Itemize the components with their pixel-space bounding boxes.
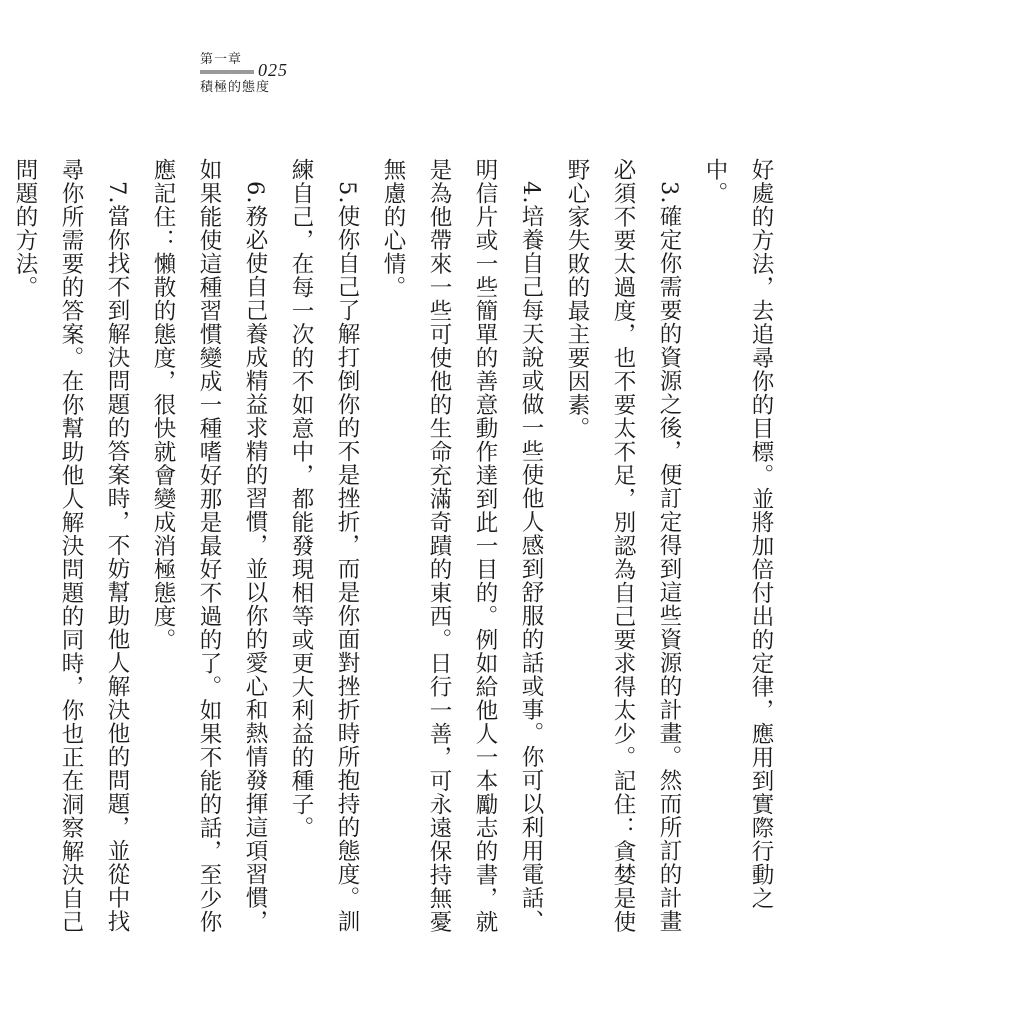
chapter-label: 第一章: [200, 52, 243, 67]
paragraph-item-8: [0, 158, 2, 938]
paragraph-item-5: 5.使你自己了解打倒你的不是挫折，而是你面對挫折時所抱持的態度。訓練自己，在每一次的不如意中，都能發現相等或更大利益的種子。: [288, 158, 360, 933]
paragraph-item-4: 4.培養自己每天說或做一些使他人感到舒服的話或事。你可以利用電話、明信片或一些簡單的善意動作達到此一目的。例如給他人一本勵志的書，就是為他帶來一些可使他的生命充滿奇蹟的東西。日行一善，可永遠保持無憂無慮的心情。: [380, 158, 544, 934]
running-header: [200, 52, 320, 102]
paragraph-item-3: 3.確定你需要的資源之後，便訂定得到這些資源的計畫。然而所訂的計畫必須不要太過度，也不要太不足，別認為自己要求得太少。記住：貪婪是使野心家失敗的最主要因素。: [564, 158, 682, 934]
page-number: 025: [258, 60, 288, 80]
paragraph-item-6: 6.務必使自己養成精益求精的習慣，並以你的愛心和熱情發揮這項習慣，如果能使這種習慣變成一種嗜好那是最好不過的了。如果不能的話，至少你應記住：懶散的態度，很快就會變成消極態度。: [150, 158, 268, 934]
vertical-body-text: [12, 158, 784, 938]
paragraph-continued: 好處的方法，去追尋你的目標。並將加倍付出的定律，應用到實際行動之中。: [702, 158, 774, 910]
paragraph-item-7: 7.當你找不到解決問題的答案時，不妨幫助他人解決他的問題，並從中找尋你所需要的答案。在你幫助他人解決問題的同時，你也正在洞察解決自己問題的方法。: [12, 158, 130, 934]
header-rule: [200, 70, 254, 74]
section-title: 積極的態度: [200, 80, 271, 95]
